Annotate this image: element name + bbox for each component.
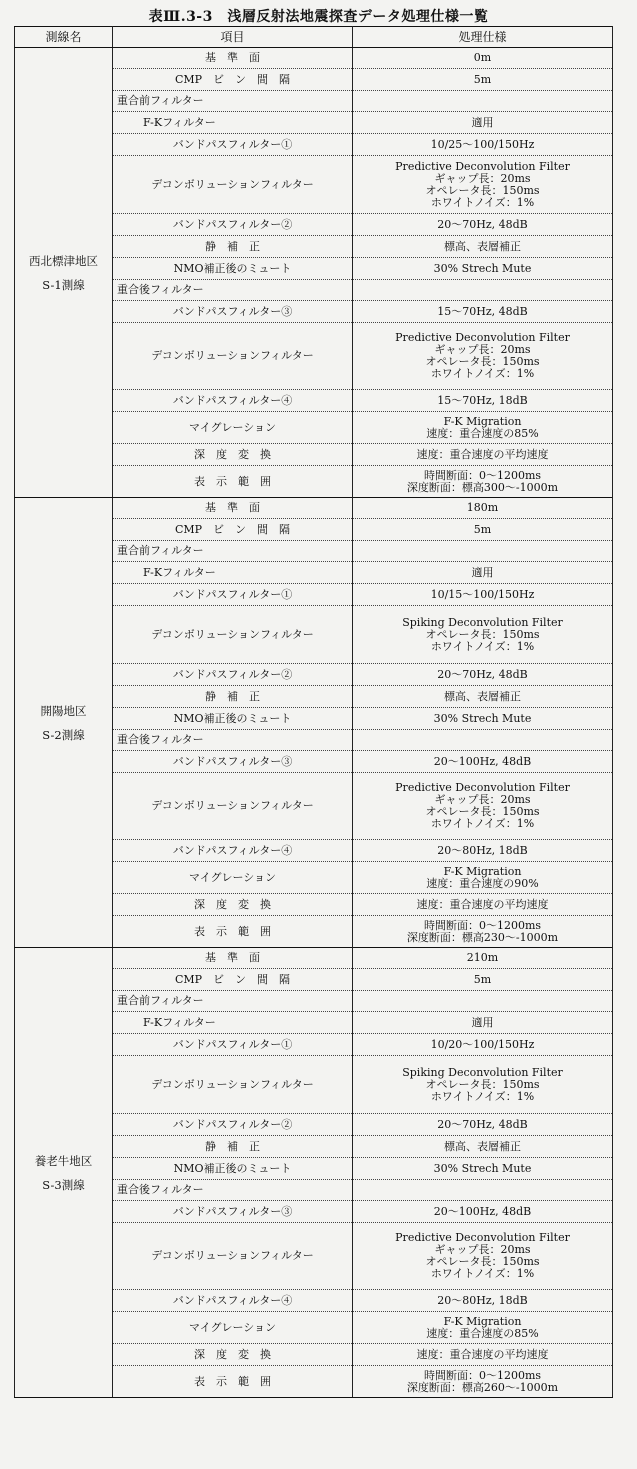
item-cell: デコンボリューションフィルター bbox=[113, 323, 353, 390]
spec-cell bbox=[353, 584, 613, 606]
spec-line: ギャップ長：20ms bbox=[434, 793, 531, 806]
item-cell: バンドパスフィルター③ bbox=[113, 301, 353, 323]
spec-cell bbox=[353, 606, 613, 664]
item-cell: バンドパスフィルター① bbox=[113, 134, 353, 156]
item-cell: 表 示 範 囲 bbox=[113, 916, 353, 948]
item-cell: F-Kフィルター bbox=[113, 112, 353, 134]
spec-line: 速度：重合速度の85% bbox=[426, 426, 539, 440]
spec-line: 10/15～100/150Hz bbox=[430, 587, 535, 601]
spec-line: 210m bbox=[466, 951, 499, 964]
item-cell: CMP ビ ン 間 隔 bbox=[113, 519, 353, 541]
spec-line: ホワイトノイズ：1% bbox=[430, 367, 535, 380]
item-cell: バンドパスフィルター④ bbox=[113, 840, 353, 862]
spec-cell bbox=[353, 112, 613, 134]
spec-line: 時間断面：0～1200ms bbox=[423, 468, 542, 482]
spec-line: ホワイトノイズ：1% bbox=[430, 639, 535, 653]
header-line: 測線名 bbox=[15, 27, 113, 48]
item-cell: 重合後フィルター bbox=[113, 730, 353, 751]
spec-cell bbox=[353, 862, 613, 894]
spec-cell bbox=[353, 1366, 613, 1398]
table-title: 表Ⅲ.3-3 浅層反射法地震探査データ処理仕様一覧 bbox=[148, 9, 489, 25]
item-cell: バンドパスフィルター④ bbox=[113, 1290, 353, 1312]
spec-line: 速度：重合速度の平均速度 bbox=[416, 447, 549, 461]
spec-line: F-K Migration bbox=[443, 1314, 522, 1328]
spec-cell bbox=[353, 519, 613, 541]
spec-line: Predictive Deconvolution Filter bbox=[395, 781, 570, 794]
spec-cell bbox=[353, 69, 613, 91]
spec-line: 20～70Hz, 48dB bbox=[437, 667, 528, 681]
area-name: 西北標津地区 bbox=[29, 253, 98, 268]
line-name-cell bbox=[15, 948, 113, 1398]
spec-line: Spiking Deconvolution Filter bbox=[402, 1065, 563, 1079]
item-cell: 深 度 変 換 bbox=[113, 1344, 353, 1366]
spec-line: 20～100Hz, 48dB bbox=[433, 1204, 532, 1218]
spec-line: オペレータ長：150ms bbox=[425, 627, 540, 641]
spec-cell bbox=[353, 1344, 613, 1366]
spec-line: 0m bbox=[473, 51, 492, 64]
spec-cell bbox=[353, 686, 613, 708]
spec-cell bbox=[353, 48, 613, 69]
spec-line: 30% Strech Mute bbox=[433, 1161, 532, 1175]
item-cell: マイグレーション bbox=[113, 412, 353, 444]
item-cell: CMP ビ ン 間 隔 bbox=[113, 69, 353, 91]
spec-cell bbox=[353, 498, 613, 519]
spec-line: Predictive Deconvolution Filter bbox=[395, 331, 570, 344]
item-cell: NMO補正後のミュート bbox=[113, 1158, 353, 1180]
line-name-cell bbox=[15, 48, 113, 498]
spec-cell bbox=[353, 258, 613, 280]
spec-line: 標高、表層補正 bbox=[444, 239, 521, 253]
spec-cell bbox=[353, 730, 613, 751]
header-row bbox=[15, 27, 613, 48]
spec-cell bbox=[353, 708, 613, 730]
spec-line: オペレータ長：150ms bbox=[425, 1077, 540, 1091]
spec-cell bbox=[353, 969, 613, 991]
header-spec: 処理仕様 bbox=[353, 27, 613, 48]
item-cell: 表 示 範 囲 bbox=[113, 1366, 353, 1398]
spec-line: 5m bbox=[473, 72, 492, 86]
spec-line: Predictive Deconvolution Filter bbox=[395, 159, 570, 173]
spec-cell bbox=[353, 134, 613, 156]
area-name: 養老牛地区 bbox=[34, 1153, 93, 1168]
spec-line: 15～70Hz, 18dB bbox=[437, 393, 528, 407]
spec-line: 15～70Hz, 48dB bbox=[437, 304, 528, 318]
spec-cell bbox=[353, 773, 613, 840]
item-cell: 静 補 正 bbox=[113, 236, 353, 258]
spec-cell bbox=[353, 156, 613, 214]
item-cell: 基 準 面 bbox=[113, 948, 353, 969]
spec-cell bbox=[353, 1012, 613, 1034]
spec-line: オペレータ長：150ms bbox=[425, 183, 540, 197]
spec-cell bbox=[353, 466, 613, 498]
spec-line: ホワイトノイズ：1% bbox=[430, 817, 535, 830]
spec-line: 深度断面：標高230～-1000m bbox=[406, 930, 559, 944]
spec-cell bbox=[353, 541, 613, 562]
spec-line: ホワイトノイズ：1% bbox=[430, 1267, 535, 1280]
spec-line: 10/20～100/150Hz bbox=[430, 1037, 535, 1051]
spec-line: ホワイトノイズ：1% bbox=[430, 195, 535, 209]
spec-line: Predictive Deconvolution Filter bbox=[395, 1231, 570, 1244]
spec-cell bbox=[353, 1312, 613, 1344]
spec-line: 20～80Hz, 18dB bbox=[437, 1293, 528, 1307]
spec-line: ギャップ長：20ms bbox=[434, 343, 531, 356]
item-cell: NMO補正後のミュート bbox=[113, 258, 353, 280]
table-row bbox=[15, 48, 613, 69]
item-cell: F-Kフィルター bbox=[113, 562, 353, 584]
spec-cell bbox=[353, 1056, 613, 1114]
spec-cell bbox=[353, 444, 613, 466]
line-name: S-2測線 bbox=[42, 727, 85, 742]
spec-line: F-K Migration bbox=[443, 414, 522, 428]
spec-line: 180m bbox=[466, 501, 499, 514]
item-cell: バンドパスフィルター① bbox=[113, 1034, 353, 1056]
spec-cell bbox=[353, 991, 613, 1012]
table-body bbox=[15, 48, 613, 1398]
spec-line: 適用 bbox=[471, 115, 494, 129]
spec-cell bbox=[353, 1034, 613, 1056]
spec-line: ギャップ長：20ms bbox=[434, 171, 531, 185]
spec-line: 10/25～100/150Hz bbox=[430, 137, 535, 151]
spec-line: オペレータ長：150ms bbox=[425, 355, 540, 368]
spec-cell bbox=[353, 412, 613, 444]
table-row bbox=[15, 948, 613, 969]
item-cell: 深 度 変 換 bbox=[113, 894, 353, 916]
item-cell: バンドパスフィルター③ bbox=[113, 751, 353, 773]
table-row bbox=[15, 498, 613, 519]
line-name: S-3測線 bbox=[42, 1177, 85, 1192]
spec-line: 適用 bbox=[471, 565, 494, 579]
item-cell: 重合前フィルター bbox=[113, 91, 353, 112]
spec-line: オペレータ長：150ms bbox=[425, 1255, 540, 1268]
item-cell: バンドパスフィルター② bbox=[113, 1114, 353, 1136]
spec-line: ギャップ長：20ms bbox=[434, 1243, 531, 1256]
spec-line: ホワイトノイズ：1% bbox=[430, 1089, 535, 1103]
item-cell: NMO補正後のミュート bbox=[113, 708, 353, 730]
item-cell: 表 示 範 囲 bbox=[113, 466, 353, 498]
spec-cell bbox=[353, 323, 613, 390]
spec-cell bbox=[353, 1223, 613, 1290]
spec-cell bbox=[353, 390, 613, 412]
header-item: 項目 bbox=[113, 27, 353, 48]
item-cell: バンドパスフィルター① bbox=[113, 584, 353, 606]
item-cell: CMP ビ ン 間 隔 bbox=[113, 969, 353, 991]
item-cell: 静 補 正 bbox=[113, 1136, 353, 1158]
item-cell: デコンボリューションフィルター bbox=[113, 156, 353, 214]
area-name: 開陽地区 bbox=[40, 703, 87, 718]
spec-line: 標高、表層補正 bbox=[444, 1139, 521, 1153]
item-cell: バンドパスフィルター④ bbox=[113, 390, 353, 412]
item-cell: デコンボリューションフィルター bbox=[113, 773, 353, 840]
spec-line: 標高、表層補正 bbox=[444, 689, 521, 703]
spec-line: 30% Strech Mute bbox=[433, 261, 532, 275]
spec-cell bbox=[353, 1158, 613, 1180]
item-cell: 深 度 変 換 bbox=[113, 444, 353, 466]
item-cell: 重合後フィルター bbox=[113, 1180, 353, 1201]
spec-cell bbox=[353, 1201, 613, 1223]
spec-line: 時間断面：0～1200ms bbox=[423, 1368, 542, 1382]
item-cell: 重合前フィルター bbox=[113, 541, 353, 562]
spec-line: 時間断面：0～1200ms bbox=[423, 918, 542, 932]
spec-cell bbox=[353, 562, 613, 584]
spec-cell bbox=[353, 664, 613, 686]
spec-line: 20～100Hz, 48dB bbox=[433, 754, 532, 768]
spec-line: 5m bbox=[473, 522, 492, 536]
spec-cell bbox=[353, 894, 613, 916]
spec-line: 20～80Hz, 18dB bbox=[437, 843, 528, 857]
item-cell: 基 準 面 bbox=[113, 498, 353, 519]
spec-cell bbox=[353, 948, 613, 969]
item-cell: マイグレーション bbox=[113, 862, 353, 894]
spec-line: 速度：重合速度の85% bbox=[426, 1326, 539, 1340]
spec-line: 20～70Hz, 48dB bbox=[437, 217, 528, 231]
item-cell: デコンボリューションフィルター bbox=[113, 1223, 353, 1290]
processing-spec-table bbox=[14, 26, 613, 1398]
spec-cell bbox=[353, 916, 613, 948]
spec-line: Spiking Deconvolution Filter bbox=[402, 615, 563, 629]
item-cell: F-Kフィルター bbox=[113, 1012, 353, 1034]
spec-cell bbox=[353, 280, 613, 301]
spec-line: 速度：重合速度の平均速度 bbox=[416, 897, 549, 911]
spec-cell bbox=[353, 301, 613, 323]
spec-line: 5m bbox=[473, 972, 492, 986]
line-name-cell bbox=[15, 498, 113, 948]
spec-line: 30% Strech Mute bbox=[433, 711, 532, 725]
item-cell: 重合後フィルター bbox=[113, 280, 353, 301]
spec-line: 20～70Hz, 48dB bbox=[437, 1117, 528, 1131]
spec-cell bbox=[353, 91, 613, 112]
item-cell: マイグレーション bbox=[113, 1312, 353, 1344]
spec-cell bbox=[353, 1136, 613, 1158]
spec-cell bbox=[353, 1114, 613, 1136]
spec-line: 速度：重合速度の90% bbox=[426, 876, 539, 890]
spec-line: 深度断面：標高300～-1000m bbox=[406, 480, 559, 494]
item-cell: バンドパスフィルター② bbox=[113, 214, 353, 236]
line-name: S-1測線 bbox=[42, 277, 85, 292]
spec-cell bbox=[353, 751, 613, 773]
item-cell: デコンボリューションフィルター bbox=[113, 1056, 353, 1114]
item-cell: 静 補 正 bbox=[113, 686, 353, 708]
spec-line: オペレータ長：150ms bbox=[425, 805, 540, 818]
spec-line: 速度：重合速度の平均速度 bbox=[416, 1347, 549, 1361]
spec-cell bbox=[353, 840, 613, 862]
spec-cell bbox=[353, 236, 613, 258]
spec-line: 深度断面：標高260～-1000m bbox=[406, 1380, 559, 1394]
spec-line: 適用 bbox=[471, 1015, 494, 1029]
item-cell: デコンボリューションフィルター bbox=[113, 606, 353, 664]
item-cell: バンドパスフィルター② bbox=[113, 664, 353, 686]
item-cell: 重合前フィルター bbox=[113, 991, 353, 1012]
spec-line: F-K Migration bbox=[443, 864, 522, 878]
spec-cell bbox=[353, 214, 613, 236]
spec-cell bbox=[353, 1180, 613, 1201]
spec-cell bbox=[353, 1290, 613, 1312]
item-cell: バンドパスフィルター③ bbox=[113, 1201, 353, 1223]
item-cell: 基 準 面 bbox=[113, 48, 353, 69]
